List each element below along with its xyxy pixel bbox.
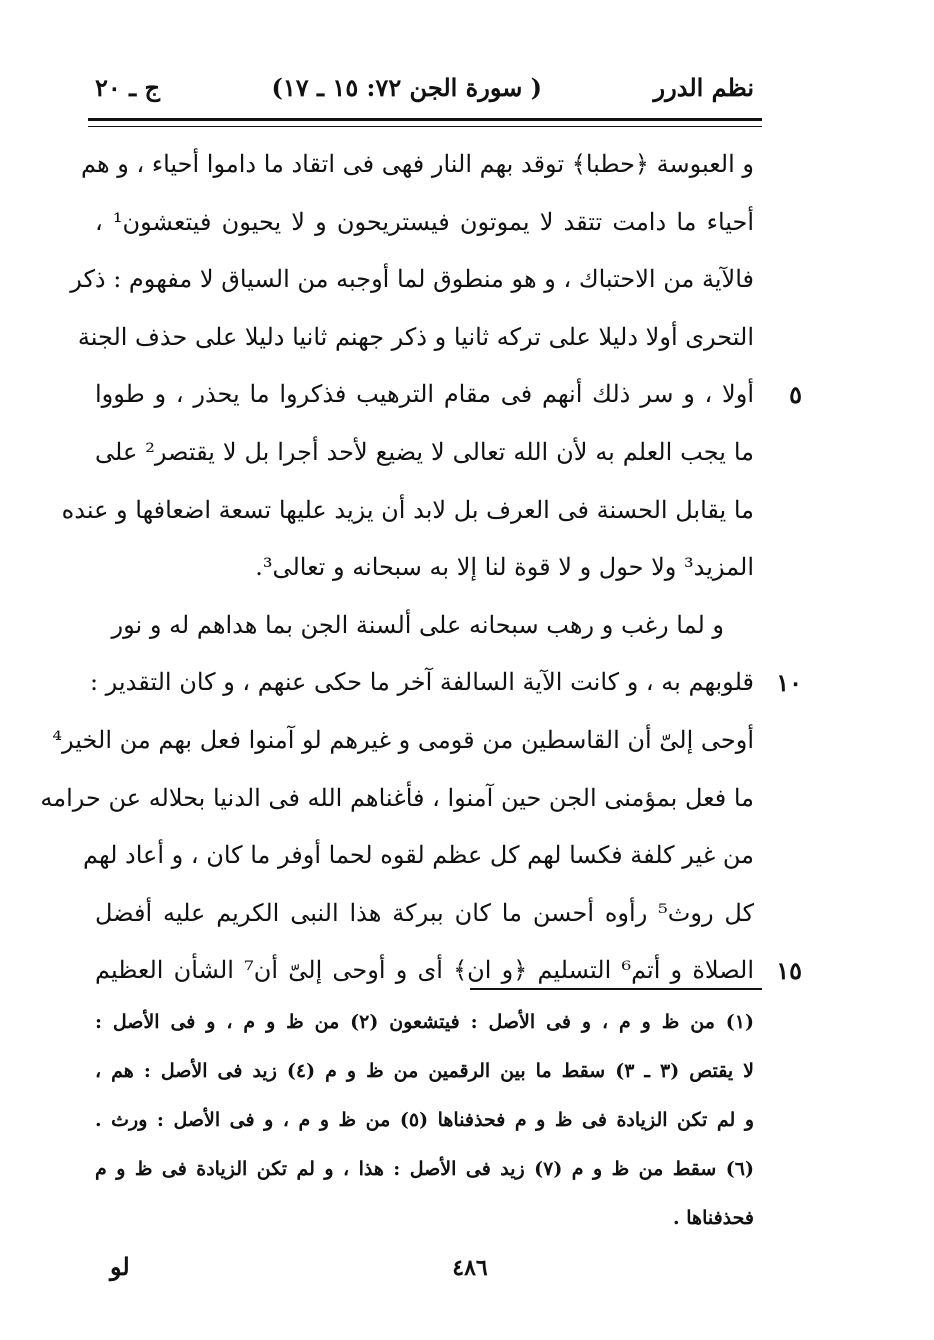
line-text: أولا ، و سر ذلك أنهم فى مقام الترهيب فذكروا ما يحذر ، و طووا	[95, 380, 754, 409]
footnotes	[95, 998, 754, 1243]
footnote-line: لا يقتص (٣ ـ ٣) سقط ما بين الرقمين من ظ و م (٤) زيد فى الأصل : هم ،	[95, 1060, 755, 1082]
text-line	[77, 309, 754, 367]
line-text: ما يقابل الحسنة فى العرف بل لابد أن يزيد عليها تسعة اضعافها و عنده	[61, 495, 754, 524]
line-text: قلوبهم به ، و كانت الآية السالفة آخر ما حكى عنهم ، و كان التقدير :	[89, 668, 754, 697]
text-line	[95, 942, 802, 1000]
text-line	[70, 251, 754, 309]
line-number: ٥	[789, 380, 802, 410]
header-rule-thick	[88, 118, 762, 121]
line-text: المزيد³ ولا حول و لا قوة لنا إلا به سبحانه و تعالى³.	[255, 553, 754, 582]
text-line	[83, 827, 754, 885]
footnote-line: (١) من ظ و م ، و فى الأصل : فيتشعون (٢) من ظ و م ، و فى الأصل :	[95, 1011, 754, 1033]
text-line	[95, 597, 754, 655]
main-text	[40, 136, 802, 1000]
line-text: الصلاة و أتم⁶ التسليم ﴿و ان﴾ أى و أوحى إلىّ أن⁷ الشأن العظيم	[95, 956, 755, 985]
line-text: أحياء ما دامت تتقد لا يموتون فيستريحون و لا يحيون فيتعشون¹ ،	[95, 207, 755, 236]
catchword: لو	[110, 1252, 130, 1281]
text-line	[95, 366, 802, 424]
footnote-line: فحذفناها .	[673, 1207, 754, 1229]
line-text: و لما رغب و رهب سبحانه على ألسنة الجن بما هداهم له و نور	[111, 610, 724, 639]
text-line	[80, 136, 754, 194]
line-text: كل روث⁵ رأوه أحسن ما كان ببركة هذا النبى الكريم عليه أفضل	[95, 898, 754, 927]
text-line	[61, 482, 754, 540]
line-number: ١٠	[776, 668, 802, 698]
footnote-separator	[470, 988, 762, 990]
header-rule-thin	[88, 126, 762, 127]
line-text: التحرى أولا دليلا على تركه ثانيا و ذكر جهنم ثانيا دليلا على حذف الجنة	[77, 322, 754, 351]
line-text: ما فعل بمؤمنى الجن حين آمنوا ، فأغناهم الله فى الدنيا بحلاله عن حرامه	[40, 783, 754, 812]
surah-reference: ( سورة الجن ٧٢: ١٥ ـ ١٧)	[271, 72, 543, 102]
footnote-line: و لم تكن الزيادة فى ظ و م فحذفناها (٥) من ظ و م ، و فى الأصل : ورث .	[95, 1109, 754, 1131]
line-text: من غير كلفة فكسا لهم كل عظم لقوه لحما أوفر ما كان ، و أعاد لهم	[83, 841, 754, 870]
line-text: ما يجب العلم به لأن الله تعالى لا يضيع لأحد أجرا بل لا يقتصر² على	[95, 437, 754, 466]
footnote-line: (٦) سقط من ظ و م (٧) زيد فى الأصل : هذا ، و لم تكن الزيادة فى ظ و م	[95, 1158, 754, 1180]
text-line	[40, 770, 754, 828]
text-line	[95, 885, 754, 943]
text-line	[95, 424, 754, 482]
text-line	[52, 712, 754, 770]
line-text: و العبوسة ﴿حطبا﴾ توقد بهم النار فهى فى اتقاد ما داموا أحياء ، و هم	[80, 150, 754, 178]
line-text: أوحى إلىّ أن القاسطين من قومى و غيرهم لو آمنوا فعل بهم من الخير⁴	[52, 725, 754, 754]
line-number: ١٥	[776, 956, 802, 986]
text-line	[89, 654, 802, 712]
volume-number: ج ـ ٢٠	[95, 72, 161, 102]
page-number: ٤٨٦	[452, 1255, 488, 1281]
text-line	[95, 194, 754, 252]
running-header	[95, 62, 754, 112]
text-line	[95, 539, 754, 597]
book-title: نظم الدرر	[653, 72, 754, 102]
line-text: فالآية من الاحتباك ، و هو منطوق لما أوجبه من السياق لا مفهوم : ذكر	[70, 265, 754, 294]
